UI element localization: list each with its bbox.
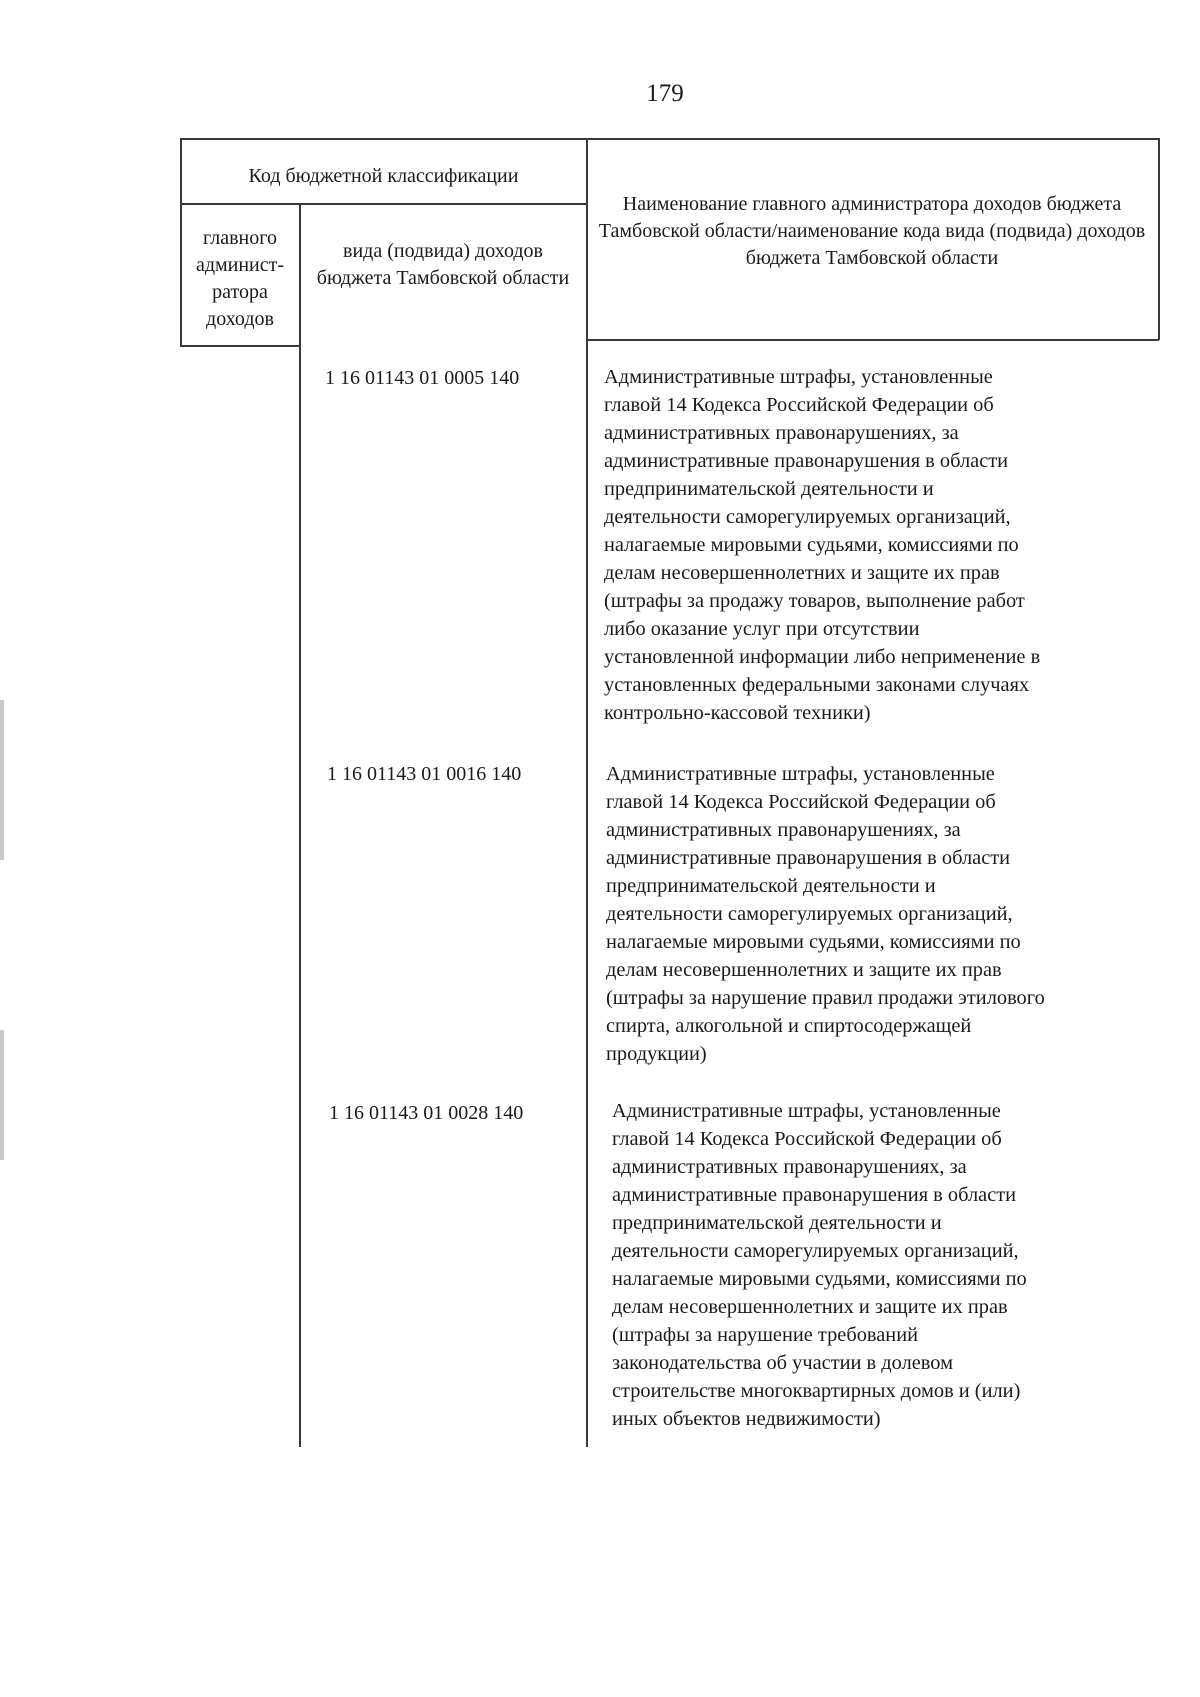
header-col-admin: главного админист-ратора доходов: [195, 227, 285, 330]
column-divider-admin: [299, 203, 301, 1447]
income-description: Административные штрафы, установленные главой 14 Кодекса Российской Федерации об административных правонарушениях, за административные правонарушения в области предпринимательской деятельности и деятельности саморегулируемых организаций, налагаемые мировыми судьями, комиссиями по делам несовершеннолетних и защите их прав (штрафы за продажу товаров, выполнение работ либо оказание услуг при отсутствии установленной информации либо неприменение в установленных федеральными законами случаях контрольно-кассовой техники): [604, 366, 1041, 724]
income-description: Административные штрафы, установленные главой 14 Кодекса Российской Федерации об административных правонарушениях, за административные правонарушения в области предпринимательской деятельности и деятельности саморегулируемых организаций, налагаемые мировыми судьями, комиссиями по делам несовершеннолетних и защите их прав (штрафы за нарушение требований законодательства об участии в долевом строительстве многоквартирных домов и (или) иных объектов недвижимости): [612, 1100, 1027, 1430]
column-divider-name: [586, 138, 588, 1447]
header-bottom-border-right: [586, 339, 1159, 341]
scan-edge-mark: [0, 700, 4, 860]
income-code: 1 16 01143 01 0028 140: [329, 1102, 524, 1124]
header-group-title: Код бюджетной классификации: [248, 165, 519, 187]
income-description: Административные штрафы, установленные главой 14 Кодекса Российской Федерации об административных правонарушениях, за административные правонарушения в области предпринимательской деятельности и деятельности саморегулируемых организаций, налагаемые мировыми судьями, комиссиями по делам несовершеннолетних и защите их прав (штрафы за нарушение правил продажи этилового спирта, алкогольной и спиртосодержащей продукции): [606, 763, 1045, 1065]
header-col-income: вида (подвида) доходов бюджета Тамбовской области: [316, 240, 570, 289]
scan-edge-mark: [0, 1030, 4, 1160]
table-top-border: [180, 138, 1159, 140]
header-bottom-border: [180, 345, 299, 347]
group-header-divider: [180, 203, 587, 205]
table-right-border: [1158, 138, 1160, 340]
header-col-name: Наименование главного администратора доходов бюджета Тамбовской области/наименование кода вида (подвида) доходов бюджета Тамбовской области: [598, 193, 1146, 269]
income-code: 1 16 01143 01 0005 140: [325, 367, 520, 389]
page-number: 179: [646, 80, 684, 107]
income-code: 1 16 01143 01 0016 140: [327, 763, 522, 785]
